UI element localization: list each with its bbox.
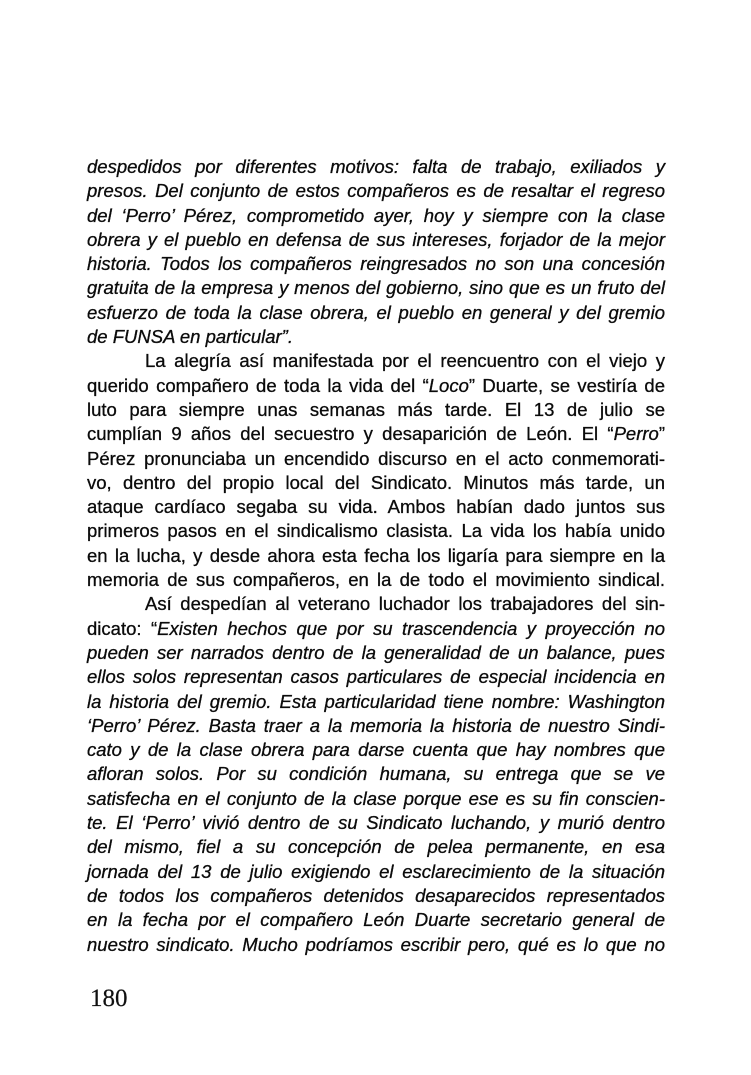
text-line [87, 690, 665, 714]
text-line [87, 179, 665, 203]
text-line [87, 714, 665, 738]
text-segment: pueden ser narrados dentro de la generalidad de un balance, pues [87, 641, 665, 663]
text-segment: memoria de sus compañeros, en la de todo el movimiento sindical. [87, 569, 665, 591]
text-segment: ellos solos representan casos particulares de especial incidencia en [87, 666, 665, 688]
text-segment: jornada del 13 de julio exigiendo el esclarecimiento de la situación [87, 860, 665, 882]
text-segment: nuestro sindicato. Mucho podríamos escribir pero, qué es lo que no [87, 933, 665, 955]
text-segment: Pérez pronunciaba un encendido discurso en el acto conmemorati- [87, 447, 665, 469]
text-line [87, 301, 665, 325]
text-line [87, 738, 665, 762]
farewell-quote-paragraph [87, 592, 665, 956]
text-segment: cato y de la clase obrera para darse cuenta que hay nombres que [87, 739, 665, 761]
text-segment: presos. Del conjunto de estos compañeros es de resaltar el regreso [87, 180, 665, 202]
text-line [87, 495, 665, 519]
text-line [87, 835, 665, 859]
text-line [87, 155, 665, 179]
text-line [87, 276, 665, 300]
text-line [87, 860, 665, 884]
text-segment: de FUNSA en particular”. [87, 326, 293, 348]
text-segment: ” Duarte, se vestiría de [468, 374, 665, 396]
text-line [87, 204, 665, 228]
page-number: 180 [90, 985, 128, 1012]
text-line [87, 519, 665, 543]
text-segment: Existen hechos que por su trascendencia y proyección no [157, 617, 665, 639]
text-line [87, 349, 665, 373]
text-segment: en la lucha, y desde ahora esta fecha los ligaría para siempre en la [87, 544, 665, 566]
text-line [87, 641, 665, 665]
text-line [87, 398, 665, 422]
text-line [87, 933, 665, 957]
text-segment: ‘Perro’ Pérez. Basta traer a la memoria la historia de nuestro Sindi- [87, 714, 665, 736]
text-line [87, 544, 665, 568]
text-line [87, 422, 665, 446]
text-segment: del mismo, fiel a su concepción de pelea permanente, en esa [87, 836, 665, 858]
text-line [87, 617, 665, 641]
text-segment: historia. Todos los compañeros reingresados no son una concesión [87, 253, 665, 275]
text-line [87, 884, 665, 908]
text-line [87, 811, 665, 835]
text-segment: de todos los compañeros detenidos desaparecidos representados [87, 884, 665, 906]
text-segment: La alegría así manifestada por el reencuentro con el viejo y [145, 350, 665, 372]
text-segment: obrera y el pueblo en defensa de sus intereses, forjador de la mejor [87, 228, 665, 250]
text-segment: del ‘Perro’ Pérez, comprometido ayer, hoy y siempre con la clase [87, 204, 665, 226]
text-line [87, 762, 665, 786]
text-segment: la historia del gremio. Esta particularidad tiene nombre: Washington [87, 690, 665, 712]
text-line [87, 592, 665, 616]
text-segment: dicato: “ [87, 617, 158, 639]
text-line [87, 252, 665, 276]
text-line [87, 228, 665, 252]
text-segment: esfuerzo de toda la clase obrera, el pueblo en general y del gremio [87, 301, 665, 323]
text-segment: afloran solos. Por su condición humana, su entrega que se ve [87, 763, 665, 785]
text-segment: satisfecha en el conjunto de la clase porque ese es su fin conscien- [87, 787, 665, 809]
text-segment: en la fecha por el compañero León Duarte secretario general de [87, 909, 665, 931]
text-segment: Perro [613, 423, 659, 445]
narrative-paragraph [87, 349, 665, 592]
text-segment: Así despedían al veterano luchador los trabajadores del sin- [145, 593, 665, 615]
text-line [87, 447, 665, 471]
text-segment: ataque cardíaco segaba su vida. Ambos habían dado juntos sus [87, 496, 665, 518]
text-segment: Loco [428, 374, 469, 396]
text-line [87, 787, 665, 811]
text-segment: despedidos por diferentes motivos: falta de trabajo, exiliados y [87, 156, 665, 177]
text-segment: ” [658, 423, 665, 445]
text-line [87, 665, 665, 689]
text-line [87, 325, 665, 349]
text-segment: vo, dentro del propio local del Sindicato. Minutos más tarde, un [87, 471, 665, 493]
text-segment: querido compañero de toda la vida del “ [87, 374, 429, 396]
text-segment: primeros pasos en el sindicalismo clasista. La vida los había unido [87, 520, 665, 542]
text-line [87, 908, 665, 932]
text-line [87, 374, 665, 398]
text-line [87, 471, 665, 495]
text-segment: gratuita de la empresa y menos del gobierno, sino que es un fruto del [87, 277, 665, 299]
text-block [87, 155, 665, 957]
text-line [87, 568, 665, 592]
quote-continuation-paragraph [87, 155, 665, 349]
text-segment: te. El ‘Perro’ vivió dentro de su Sindicato luchando, y murió dentro [87, 812, 665, 834]
text-segment: cumplían 9 años del secuestro y desaparición de León. El “ [87, 423, 614, 445]
text-segment: luto para siempre unas semanas más tarde. El 13 de julio se [87, 398, 665, 420]
